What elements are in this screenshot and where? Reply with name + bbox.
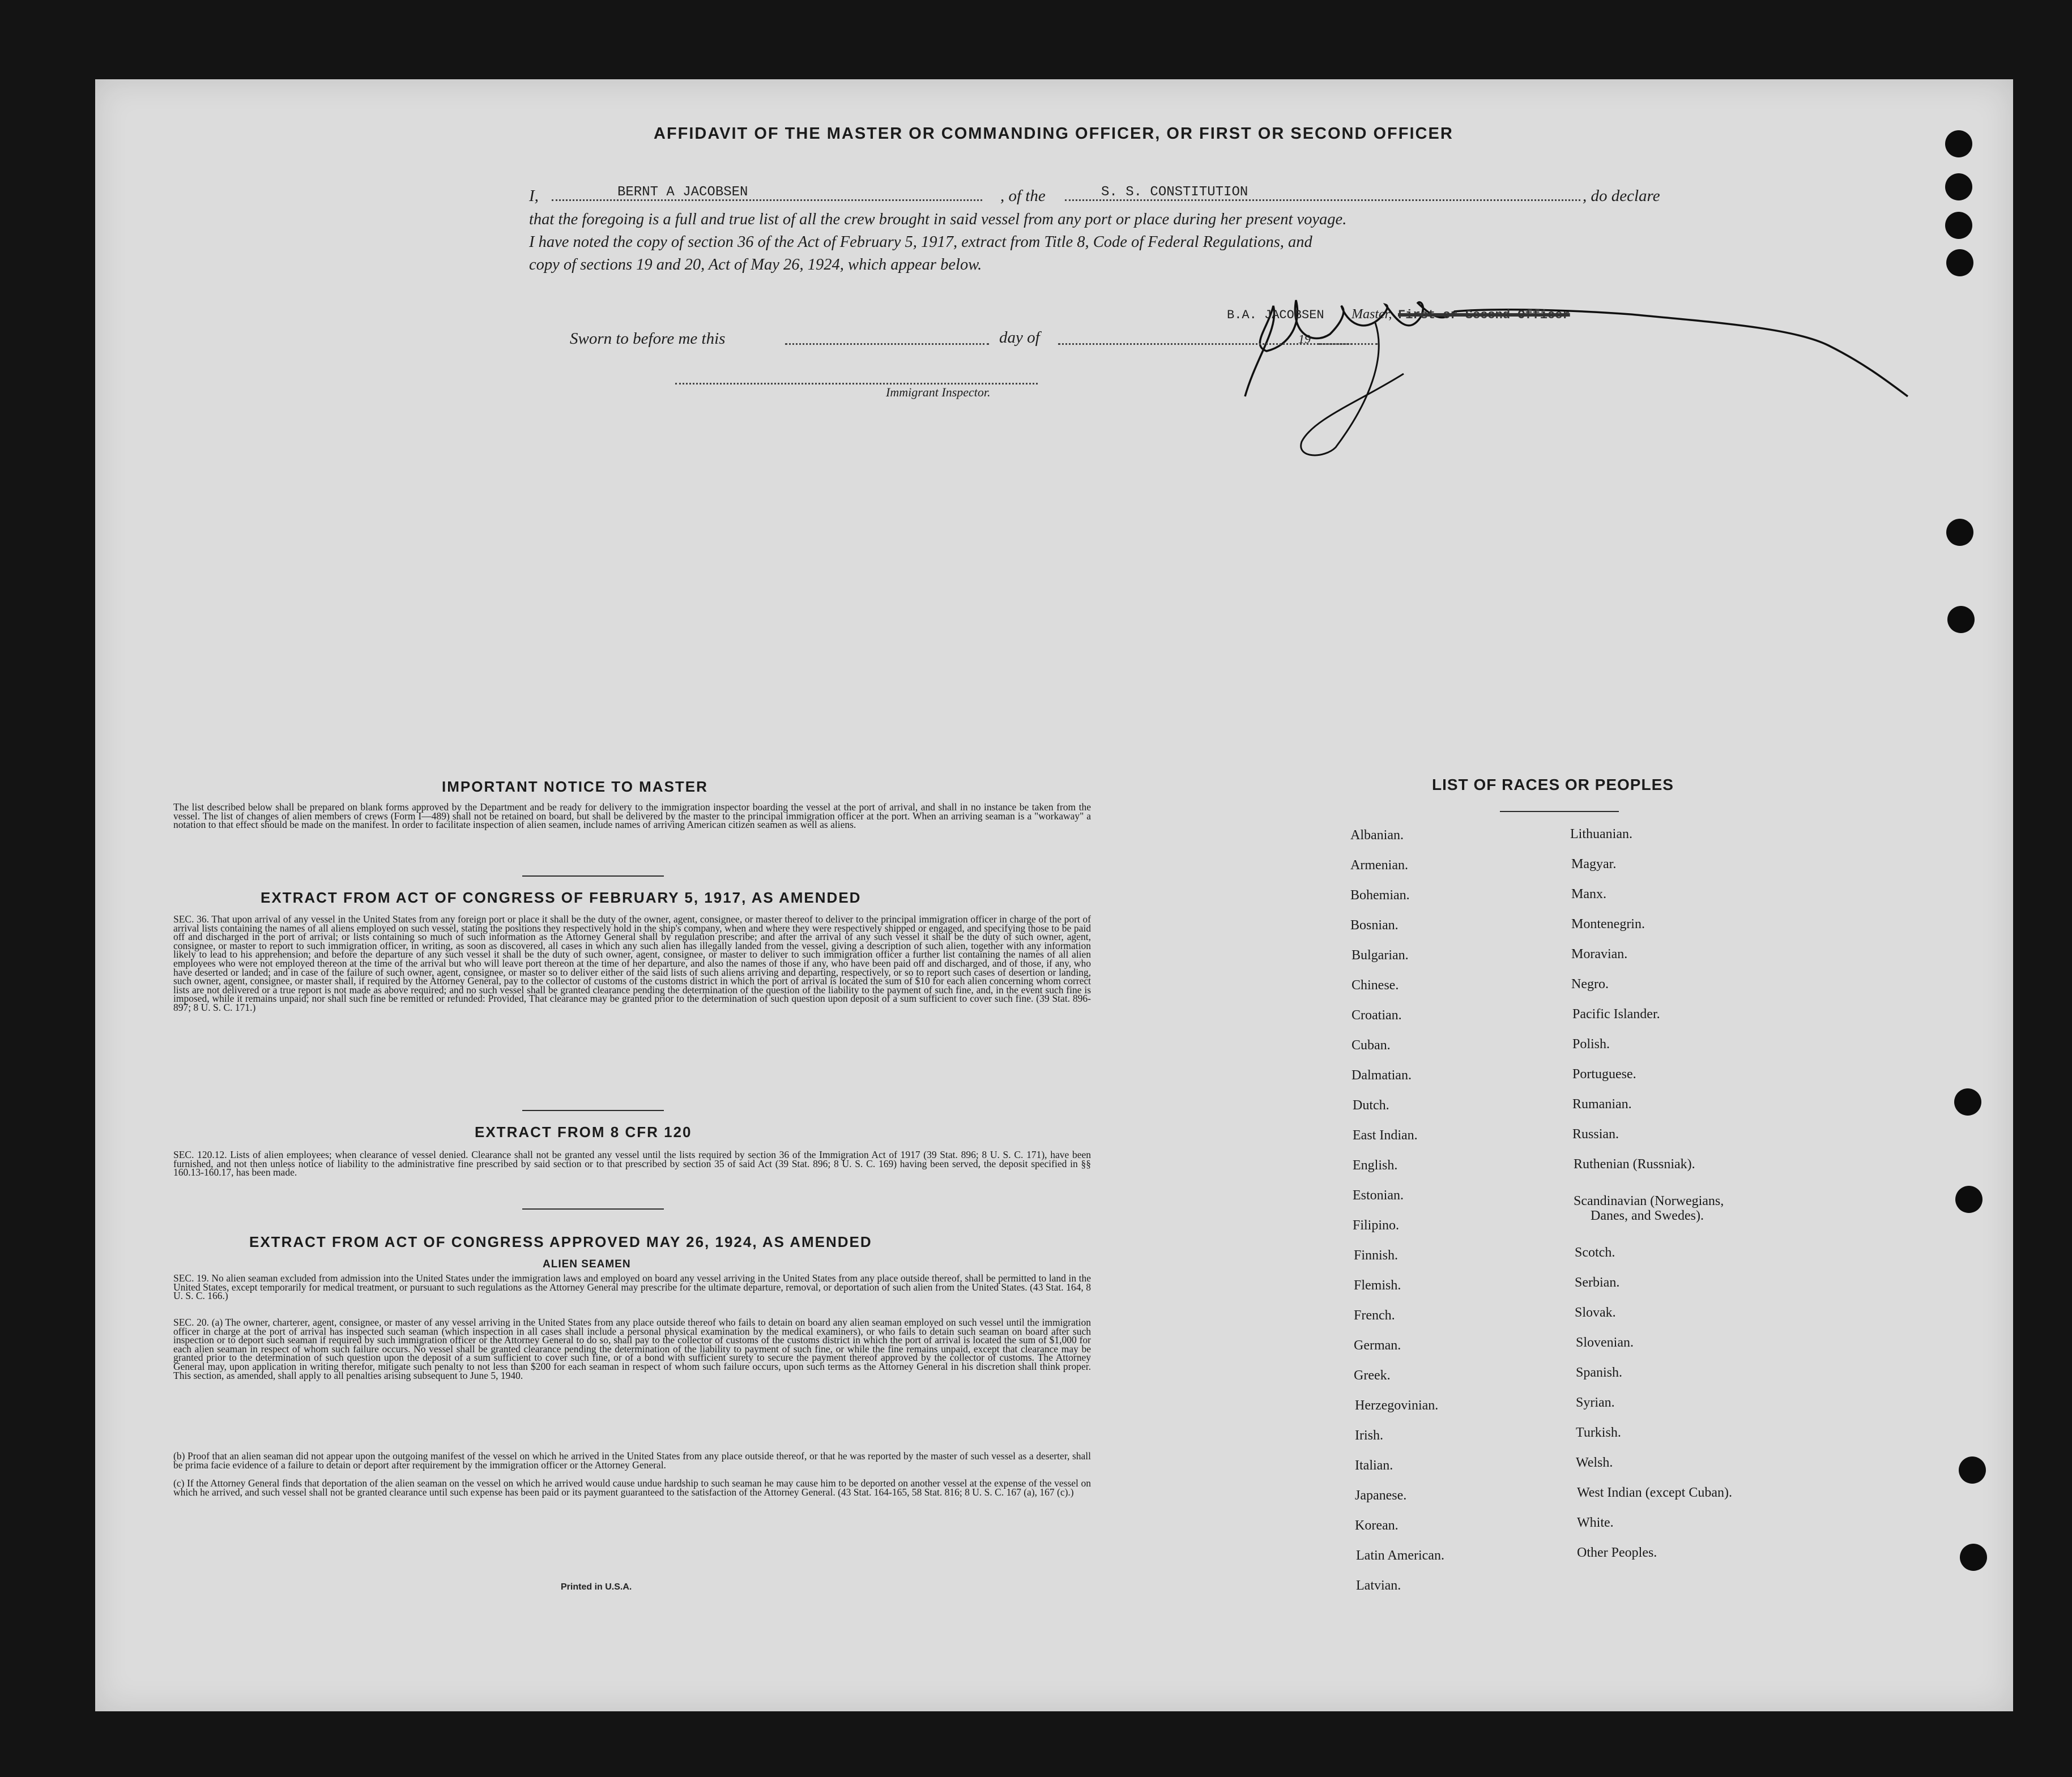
day-of-text: day of <box>999 328 1040 347</box>
divider-2 <box>522 1110 664 1111</box>
signature-struck-title: First or Second Officer <box>1398 308 1570 322</box>
punch-hole <box>1947 606 1975 633</box>
punch-hole <box>1945 173 1972 200</box>
extract-cfr-text: SEC. 120.12. Lists of alien employees; when clearance of vessel denied. Clearance shall not be granted any vessel until the lists required by section 36 of the Immigration Act of 1917 (39 Stat. 896; 8 U. S. C. 171), have been furnished, and not then unless notice of liability to the administrative fine prescribed by said section or to that prescribed by section 35 of said Act (39 Stat. 896; 8 U. S. C. 169) having been served, the deposit specified in §§ 160.13-160.17, has been made. <box>173 1149 1091 1178</box>
race-right-7: Polish. <box>1572 1037 1610 1052</box>
race-right-1: Magyar. <box>1571 857 1617 872</box>
race-right-8: Portuguese. <box>1572 1067 1636 1082</box>
vessel-name: S. S. CONSTITUTION <box>1101 185 1248 200</box>
affidavit-line-2: that the foregoing is a full and true list of all the crew brought in said vessel from any port or place during her present voyage. <box>529 211 1347 228</box>
race-left-17: German. <box>1354 1338 1401 1353</box>
extract-1924-sec20a: SEC. 20. (a) The owner, charterer, agent, consignee, or master of any vessel arriving in the United States from any place outside thereof who fails to detain on board any alien seaman employed on such vessel until the immigration officer in charge at the port of arrival has inspected such seaman (which inspection in all cases shall include a personal physical examination by the medical examiners), or who fails to detain such seaman on board after such inspection or to deport such seaman if required by such immigration officer or the Attorney General to do so, shall pay to the collector of customs of the customs district in which the port of arrival is located the sum of $1,000 for each alien seaman in respect of whom such failure occurs. No vessel shall be granted clearance pending the determination of the liability to payment of such fine, or while the fine remains unpaid, except that clearance may be granted prior to the determination of such question upon the deposit of a sum sufficient to cover such fine, or of a bond with sufficient surety to secure the payment thereof approved by the collector of customs. The Attorney General may, upon application in writing therefor, mitigate such penalty to not less than $200 for each seaman in respect of whom such failure occurs, upon such terms as the Attorney General in his discretion shall think proper. This section, as amended, shall apply to all penalties arising subsequent to June 5, 1940. <box>173 1317 1091 1381</box>
race-left-24: Latin American. <box>1356 1548 1444 1563</box>
punch-hole <box>1955 1186 1983 1213</box>
race-left-7: Cuban. <box>1352 1038 1391 1053</box>
race-left-3: Bosnian. <box>1350 918 1399 933</box>
race-right-19: Syrian. <box>1576 1395 1615 1410</box>
printed-in-usa: Printed in U.S.A. <box>561 1582 632 1592</box>
year-line <box>1319 343 1353 345</box>
punch-hole <box>1954 1088 1981 1116</box>
race-left-10: East Indian. <box>1353 1128 1418 1143</box>
notice-title: IMPORTANT NOTICE TO MASTER <box>442 778 708 795</box>
race-left-20: Irish. <box>1355 1428 1383 1443</box>
extract-1917-text: SEC. 36. That upon arrival of any vessel in the United States from any foreign port or place it shall be the duty of the owner, agent, consignee, or master thereof to deliver to the principal immigration officer in charge of the port of arrival lists containing the names of all aliens employed on such vessel, stating the positions they respectively hold in the ship's company, when and where they were respectively shipped or engaged, and specifying those to be paid off and discharged in the port of arrival; or lists containing so much of such information as the Attorney General shall by regulation prescribe; and after the arrival of any such vessel it shall be the duty of such owner, agent, consignee, or master to report to such immigration officer, in writing, as soon as discovered, all cases in which any such alien has illegally landed from the vessel, giving a description of such alien, together with any information likely to lead to his apprehension; and before the departure of any such vessel it shall be the duty of such owner, agent, consignee, or master to deliver to such immigration officer a further list containing the names of all alien employees who were not employed thereon at the time of the arrival but who will leave port thereon at the time of her departure, and also the names of those if any, who have been paid off and discharged, and of those, if any, who have deserted or landed; and in case of the failure of such owner, agent, consignee, or master so to deliver either of the said lists of such aliens arriving and departing, respectively, or so to report such cases of desertion or landing, such owner, agent, consignee, or master shall, if required by the Attorney General, pay to the collector of customs of the customs district in which the port of arrival is located the sum of $10 for each alien concerning whom correct lists are not delivered or a true report is not made as above required; and no such vessel shall be granted clearance pending the determination of the question of the liability to the payment of such fine, and, in the event such fine is imposed, while it remains unpaid; nor shall such fine be remitted or refunded: Provided, That clearance may be granted prior to the determination of such question upon deposit of a sum sufficient to cover such fine. (39 Stat. 896-897; 8 U. S. C. 171.) <box>173 913 1091 1013</box>
affidavit-line-4: copy of sections 19 and 20, Act of May 26, 1924, which appear below. <box>529 256 982 274</box>
race-right-5: Negro. <box>1571 977 1609 992</box>
extract-1917-title: EXTRACT FROM ACT OF CONGRESS OF FEBRUARY 5, 1917, AS AMENDED <box>261 889 862 906</box>
punch-hole <box>1946 249 1973 276</box>
punch-hole <box>1960 1544 1987 1571</box>
do-declare-text: , do declare <box>1583 187 1660 205</box>
race-left-12: Estonian. <box>1353 1188 1404 1203</box>
signature-typed-name: B.A. JACOBSEN <box>1227 308 1324 322</box>
affidavit-pronoun: I, <box>529 187 539 205</box>
race-right-14: Scotch. <box>1575 1245 1615 1260</box>
race-left-21: Italian. <box>1355 1458 1393 1473</box>
race-left-11: English. <box>1353 1158 1398 1173</box>
race-right-12: Scandinavian (Norwegians, <box>1574 1194 1724 1208</box>
notice-text: The list described below shall be prepared on blank forms approved by the Department and be ready for delivery to the immigration inspector boarding the vessel at the port of arrival, and shall in no instance be taken from the vessel. The list of changes of alien members of crews (Form I—489) shall not be retained on board, but shall be delivered by the master to the principal immigration officer at the port. When an arriving seaman is a "workaway" a notation to that effect should be made on the manifest. In order to facilitate inspection of alien seamen, include names of arriving American citizen seamen as well as aliens. <box>173 801 1091 831</box>
race-right-15: Serbian. <box>1575 1275 1620 1290</box>
signature-title: Master, <box>1352 307 1392 322</box>
race-right-18: Spanish. <box>1576 1365 1623 1380</box>
race-right-9: Rumanian. <box>1572 1097 1632 1112</box>
race-left-13: Filipino. <box>1353 1218 1400 1233</box>
race-left-9: Dutch. <box>1353 1098 1389 1113</box>
race-left-5: Chinese. <box>1352 978 1399 993</box>
race-right-4: Moravian. <box>1571 947 1628 962</box>
race-right-3: Montenegrin. <box>1571 917 1645 932</box>
declarant-name: BERNT A JACOBSEN <box>617 185 748 200</box>
race-left-0: Albanian. <box>1350 828 1404 843</box>
of-the-text: , of the <box>1000 187 1046 205</box>
punch-hole <box>1959 1456 1986 1484</box>
races-title: LIST OF RACES OR PEOPLES <box>1432 776 1674 793</box>
race-left-2: Bohemian. <box>1350 888 1410 903</box>
race-left-4: Bulgarian. <box>1352 948 1409 963</box>
race-right-24: Other Peoples. <box>1577 1545 1657 1560</box>
race-right-10: Russian. <box>1572 1127 1619 1142</box>
signature <box>1234 260 1925 464</box>
race-right-13: Danes, and Swedes). <box>1591 1208 1704 1223</box>
divider-3 <box>522 1208 664 1210</box>
extract-cfr-title: EXTRACT FROM 8 CFR 120 <box>475 1124 692 1140</box>
race-left-8: Dalmatian. <box>1352 1068 1412 1083</box>
extract-1924-title: EXTRACT FROM ACT OF CONGRESS APPROVED MAY 26, 1924, AS AMENDED <box>249 1233 872 1250</box>
race-right-0: Lithuanian. <box>1570 827 1632 841</box>
race-right-16: Slovak. <box>1575 1305 1616 1320</box>
races-divider <box>1500 811 1619 812</box>
race-left-25: Latvian. <box>1356 1578 1401 1593</box>
race-left-1: Armenian. <box>1350 858 1408 873</box>
extract-1924-sec19: SEC. 19. No alien seaman excluded from admission into the United States under the immigration laws and employed on board any vessel arriving in the United States from any place outside thereof, shall be permitted to land in the United States, except temporarily for medical treatment, or pursuant to such regulations as the Attorney General may prescribe for the ultimate departure, removal, or deportation of such alien from the United States. (43 Stat. 164, 8 U. S. C. 166.) <box>173 1272 1091 1302</box>
punch-hole <box>1945 212 1972 239</box>
punch-hole <box>1946 519 1973 546</box>
race-left-18: Greek. <box>1354 1368 1391 1383</box>
sworn-text: Sworn to before me this <box>570 330 726 348</box>
race-left-14: Finnish. <box>1354 1248 1399 1263</box>
inspector-label: Immigrant Inspector. <box>886 385 991 399</box>
inspector-line <box>675 383 1038 385</box>
year-prefix: 19 <box>1298 332 1311 346</box>
race-right-6: Pacific Islander. <box>1572 1007 1660 1022</box>
race-right-11: Ruthenian (Russniak). <box>1574 1157 1695 1172</box>
race-right-2: Manx. <box>1571 887 1606 902</box>
extract-1924-sec20b: (b) Proof that an alien seaman did not appear upon the outgoing manifest of the vessel on which he arrived in the United States from any place outside thereof, or that he was reported by the master of such vessel as a deserter, shall be prima facie evidence of a failure to detain or deport after requirement by the immigration officer or the Attorney General. <box>173 1450 1091 1471</box>
document-page <box>95 79 2013 1711</box>
race-right-23: White. <box>1577 1515 1614 1530</box>
sworn-day-line <box>785 343 989 345</box>
race-left-16: French. <box>1354 1308 1395 1323</box>
race-right-21: Welsh. <box>1576 1455 1613 1470</box>
punch-hole <box>1945 130 1972 157</box>
divider-1 <box>522 875 664 877</box>
race-left-15: Flemish. <box>1354 1278 1401 1293</box>
extract-1924-sec20c: (c) If the Attorney General finds that deportation of the alien seaman on the vessel on which he arrived would cause undue hardship to such seaman he may cause him to be deported on another vessel at the expense of the vessel on which he arrived, and such vessel shall not be granted clearance until such expense has been paid or its payment guaranteed to the satisfaction of the Attorney General. (43 Stat. 164-165, 58 Stat. 816; 8 U. S. C. 167 (a), 167 (c).) <box>173 1477 1091 1498</box>
declarant-line <box>552 199 982 201</box>
affidavit-title: AFFIDAVIT OF THE MASTER OR COMMANDING OFFICER, OR FIRST OR SECOND OFFICER <box>654 125 1453 143</box>
race-left-19: Herzegovinian. <box>1355 1398 1439 1413</box>
race-left-23: Korean. <box>1355 1518 1399 1533</box>
race-left-6: Croatian. <box>1352 1008 1402 1023</box>
affidavit-line-3: I have noted the copy of section 36 of the Act of February 5, 1917, extract from Title 8, Code of Federal Regulations, and <box>529 233 1312 251</box>
race-right-17: Slovenian. <box>1576 1335 1634 1350</box>
race-left-22: Japanese. <box>1355 1488 1407 1503</box>
extract-1924-subtitle: ALIEN SEAMEN <box>543 1258 631 1270</box>
race-right-22: West Indian (except Cuban). <box>1577 1485 1732 1500</box>
race-right-20: Turkish. <box>1576 1425 1621 1440</box>
